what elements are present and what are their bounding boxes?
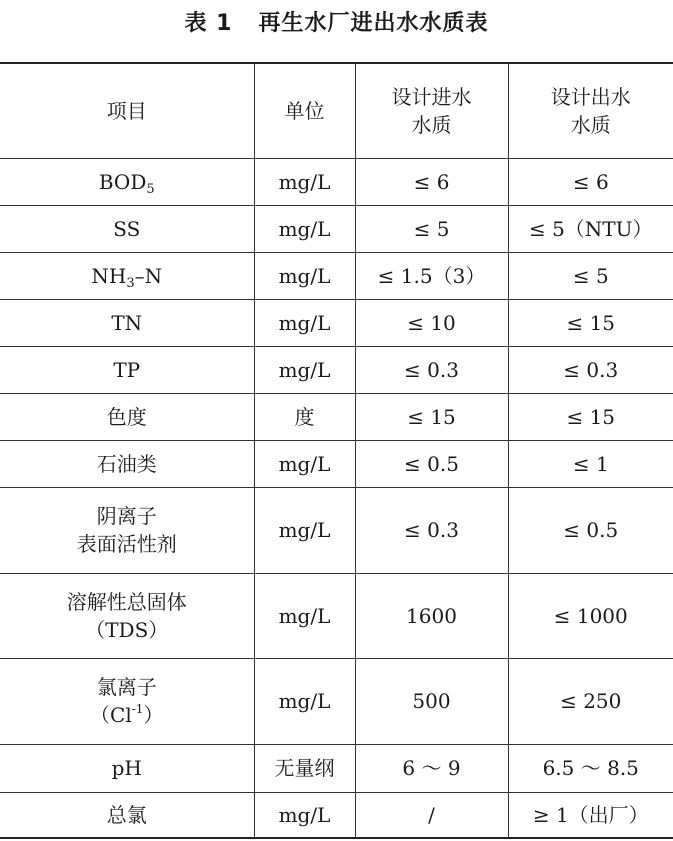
influent-cell: 1600 [355,573,508,658]
unit-cell: mg/L [254,792,355,838]
table-row [0,573,673,658]
influent-cell: ≤ 0.3 [355,346,508,393]
effluent-cell: 6.5 ～ 8.5 [508,744,673,792]
effluent-cell: ≤ 1000 [508,573,673,658]
table-row [0,299,673,346]
header-influent [355,63,508,158]
header-influent-line1: 设计进水 [391,84,472,109]
unit-cell: mg/L [254,487,355,573]
table-row [0,792,673,838]
item-cell: TN [0,299,254,346]
influent-cell: / [355,792,508,838]
item-line2-text: （Cl [90,703,132,727]
influent-cell: ≤ 0.5 [355,440,508,487]
item-text-suffix: –N [134,263,163,288]
item-line2: （TDS） [85,617,169,642]
item-subscript: 5 [146,181,155,197]
item-text: BOD [98,169,147,194]
table-row [0,393,673,440]
unit-cell: mg/L [254,658,355,744]
header-effluent-line2: 水质 [570,112,611,137]
item-line1: 氯离子 [96,675,157,699]
unit-cell: mg/L [254,205,355,252]
effluent-cell: ≥ 1（出厂） [508,792,673,838]
header-effluent [508,63,673,158]
influent-cell: ≤ 6 [355,158,508,205]
item-cell: TP [0,346,254,393]
item-line2-close: ） [143,703,164,727]
influent-cell: 500 [355,658,508,744]
influent-cell: ≤ 10 [355,299,508,346]
influent-cell: ≤ 0.3 [355,487,508,573]
effluent-cell: ≤ 15 [508,299,673,346]
table-row [0,205,673,252]
unit-cell: mg/L [254,346,355,393]
unit-cell: mg/L [254,299,355,346]
effluent-cell: ≤ 15 [508,393,673,440]
item-cell: 石油类 [0,440,254,487]
unit-cell: mg/L [254,252,355,299]
effluent-cell: ≤ 6 [508,158,673,205]
header-effluent-line1: 设计出水 [550,84,631,109]
unit-cell: 度 [254,393,355,440]
item-line1: 溶解性总固体 [66,589,187,614]
header-item: 项目 [0,63,254,158]
effluent-cell: ≤ 0.5 [508,487,673,573]
item-line1: 阴离子 [96,504,157,528]
effluent-cell: ≤ 5（NTU） [508,205,673,252]
effluent-cell: ≤ 250 [508,658,673,744]
table-row [0,440,673,487]
item-cell [0,158,254,205]
item-line2: 表面活性剂 [76,532,177,556]
item-cell [0,252,254,299]
table-header-row [0,63,673,158]
table-title: 表 1 再生水厂进出水水质表 [184,11,489,36]
table-row [0,744,673,792]
effluent-cell: ≤ 1 [508,440,673,487]
table-row [0,658,673,744]
water-quality-table [0,62,673,839]
unit-cell: mg/L [254,158,355,205]
influent-cell: 6 ～ 9 [355,744,508,792]
item-cell [0,658,254,744]
effluent-cell: ≤ 5 [508,252,673,299]
unit-cell: mg/L [254,573,355,658]
item-subscript: 3 [126,275,135,291]
item-cell: pH [0,744,254,792]
item-superscript: -1 [131,702,144,716]
header-unit: 单位 [254,63,355,158]
item-cell: SS [0,205,254,252]
item-cell [0,573,254,658]
influent-cell: ≤ 5 [355,205,508,252]
table-row [0,252,673,299]
unit-cell: mg/L [254,440,355,487]
item-cell: 色度 [0,393,254,440]
header-influent-line2: 水质 [411,112,452,137]
item-text: NH [91,263,127,288]
item-cell: 总氯 [0,792,254,838]
item-line2 [0,701,254,729]
table-row [0,346,673,393]
table-row [0,487,673,573]
table-row [0,158,673,205]
item-cell [0,487,254,573]
influent-cell: ≤ 15 [355,393,508,440]
unit-cell: 无量纲 [254,744,355,792]
effluent-cell: ≤ 0.3 [508,346,673,393]
influent-cell: ≤ 1.5（3） [355,252,508,299]
